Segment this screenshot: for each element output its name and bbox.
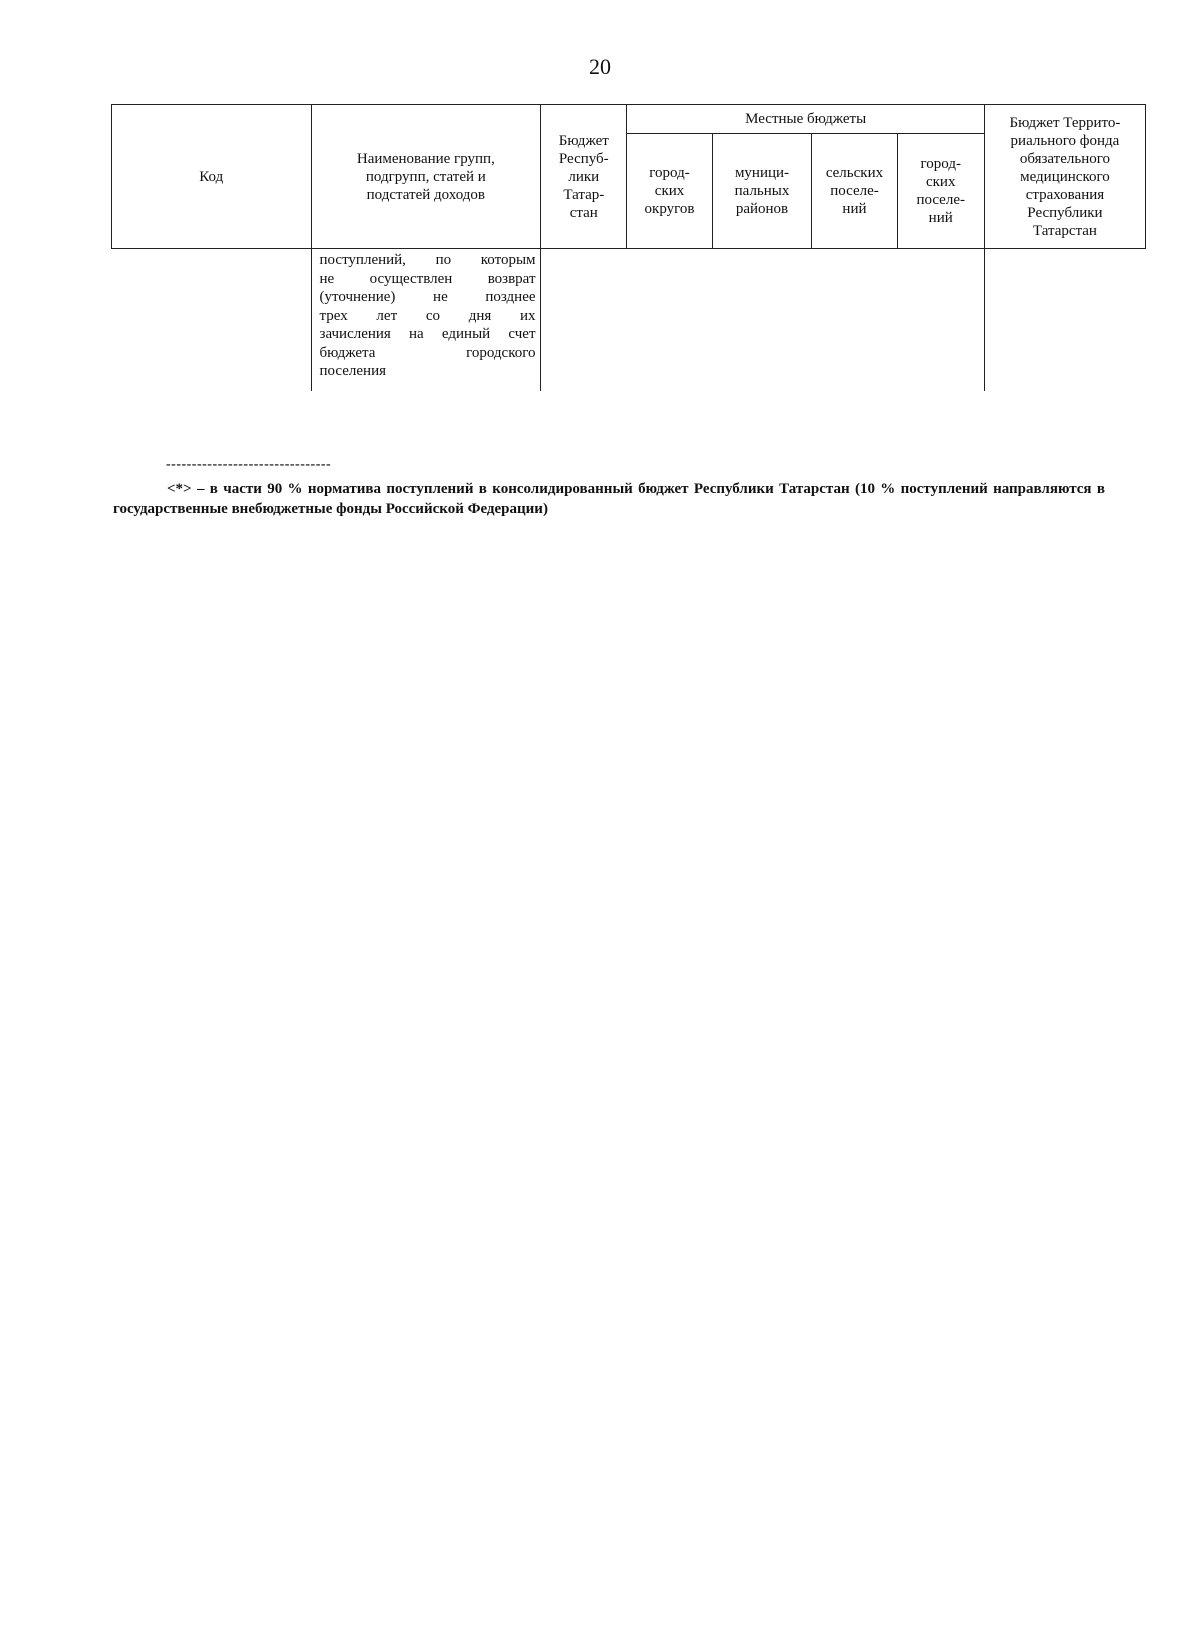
urban-settlements-cell [897, 249, 984, 392]
header-territorial-fund: Бюджет Террито- риального фонда обязательного медицинского страхования Республики Татарстан [984, 105, 1145, 249]
territorial-fund-cell [984, 249, 1145, 392]
text-line: трех лет со дня их [319, 307, 536, 324]
table-row [112, 249, 1146, 392]
header-rural-settlements: сельских поселе- ний [812, 134, 897, 249]
revenue-distribution-table [111, 104, 1146, 391]
text-line: бюджета городского [319, 344, 536, 361]
republic-budget-cell [541, 249, 627, 392]
page-number: 20 [589, 54, 611, 79]
footnote-separator: -------------------------------- [166, 457, 332, 472]
header-city-districts: город- ских округов [627, 134, 712, 249]
header-local-budgets: Местные бюджеты [627, 105, 984, 134]
header-income-name: Наименование групп, подгрупп, статей и подстатей доходов [311, 105, 541, 249]
header-urban-settlements: город- ских поселе- ний [897, 134, 984, 249]
footnote-text: <*> – в части 90 % норматива поступлений в консолидированный бюджет Республики Татарстан (10 % поступлений направляются в государственные внебюджетные фонды Российской Федерации) [113, 481, 1105, 517]
code-cell [112, 249, 312, 392]
income-name-cell [311, 249, 541, 392]
text-line: поступлений, по которым [319, 252, 536, 268]
header-municipal-districts: муници- пальных районов [712, 134, 812, 249]
text-line: (уточнение) не позднее [319, 289, 536, 305]
rural-settlements-cell [812, 249, 897, 392]
municipal-districts-cell [712, 249, 812, 392]
header-code: Код [112, 105, 312, 249]
city-districts-cell [627, 249, 712, 392]
income-name-continuation [312, 249, 542, 381]
text-line: поселения [319, 363, 387, 379]
text-line: не осуществлен возврат [319, 270, 536, 287]
header-republic-budget: Бюджет Респуб- лики Татар- стан [541, 105, 627, 249]
text-line: зачисления на единый счет [319, 326, 536, 342]
